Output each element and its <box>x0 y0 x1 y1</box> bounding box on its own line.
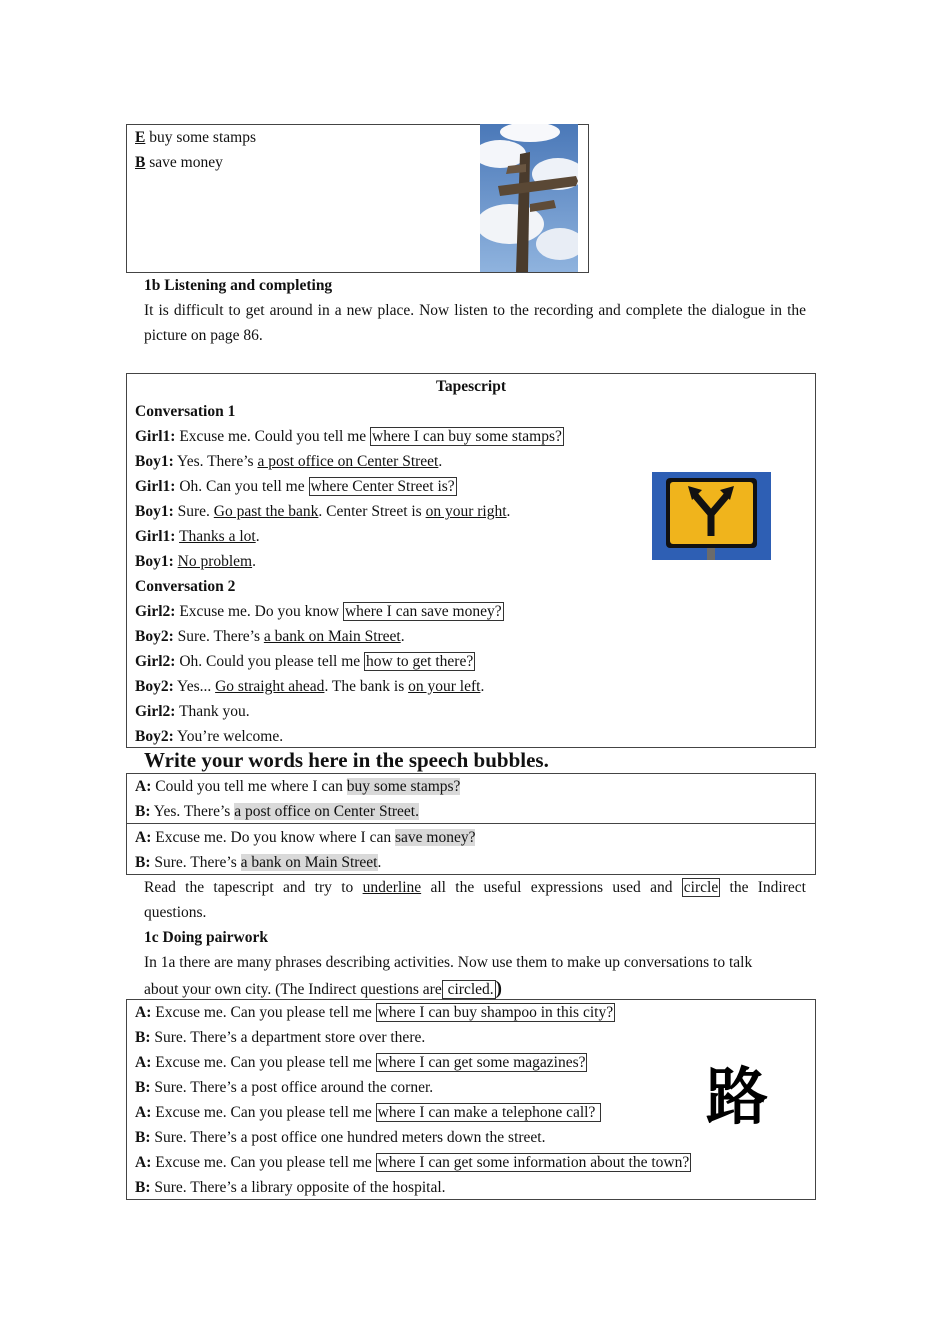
pairwork-line: B: Sure. There’s a department store over there. <box>135 1029 426 1046</box>
section-1c-text: In 1a there are many phrases describing activities. Now use them to make up conversations to talk <box>144 954 753 971</box>
section-1b-text: It is difficult to get around in a new place. Now listen to the recording and complete the dialogue in the picture on page 86. <box>144 302 806 344</box>
dialogue-line: Boy2: Sure. There’s a bank on Main Street. <box>135 628 405 645</box>
dialogue-line: Girl2: Thank you. <box>135 703 250 720</box>
pairwork-line: B: Sure. There’s a post office one hundred meters down the street. <box>135 1129 546 1146</box>
section-1c-text: about your own city. (The Indirect questions are circled. ) <box>144 978 502 999</box>
pairwork-line: A: Excuse me. Can you please tell me where I can get some information about the town? <box>135 1154 690 1171</box>
section-1b-title: 1b Listening and completing <box>144 277 333 294</box>
answer-item: B save money <box>135 154 223 171</box>
speech-bubbles-title: Write your words here in the speech bubbles. <box>144 748 549 772</box>
dialogue-line: Boy2: You’re welcome. <box>135 728 284 745</box>
conversation-1-title: Conversation 1 <box>135 403 236 420</box>
pairwork-line: A: Excuse me. Can you please tell me where I can make a telephone call? <box>135 1104 600 1121</box>
pairwork-line: A: Excuse me. Can you please tell me where I can buy shampoo in this city? <box>135 1004 614 1021</box>
divider <box>126 823 816 824</box>
tapescript-title: Tapescript <box>435 378 507 395</box>
bubble-line: B: Yes. There’s a post office on Center Street. <box>135 803 419 820</box>
dialogue-line: Girl2: Oh. Could you please tell me how to get there? <box>135 653 474 670</box>
pairwork-line: A: Excuse me. Can you please tell me where I can get some magazines? <box>135 1054 586 1071</box>
pairwork-line: B: Sure. There’s a library opposite of the hospital. <box>135 1179 446 1196</box>
dialogue-line: Girl1: Thanks a lot. <box>135 528 260 545</box>
bubble-line: B: Sure. There’s a bank on Main Street. <box>135 854 382 871</box>
answer-item: E buy some stamps <box>135 129 256 146</box>
bubble-line: A: Could you tell me where I can buy some stamps? <box>135 778 461 795</box>
dialogue-line: Boy1: No problem. <box>135 553 256 570</box>
signpost-photo <box>480 124 578 272</box>
read-instruction: Read the tapescript and try to underline all the useful expressions used and circle the Indirect <box>144 879 806 896</box>
bubble-line: A: Excuse me. Do you know where I can save money? <box>135 829 476 846</box>
conversation-2-title: Conversation 2 <box>135 578 236 595</box>
dialogue-line: Girl1: Oh. Can you tell me where Center Street is? <box>135 478 455 495</box>
dialogue-line: Girl1: Excuse me. Could you tell me where I can buy some stamps? <box>135 428 562 445</box>
dialogue-line: Boy2: Yes... Go straight ahead. The bank is on your left. <box>135 678 485 695</box>
fork-road-sign-image <box>652 472 771 560</box>
road-character-image: 路 <box>706 1060 769 1133</box>
pairwork-line: B: Sure. There’s a post office around the corner. <box>135 1079 434 1096</box>
dialogue-line: Boy1: Sure. Go past the bank. Center Street is on your right. <box>135 503 511 520</box>
dialogue-line: Girl2: Excuse me. Do you know where I can save money? <box>135 603 502 620</box>
read-instruction-cont: questions. <box>144 904 207 921</box>
dialogue-line: Boy1: Yes. There’s a post office on Center Street. <box>135 453 443 470</box>
section-1c-title: 1c Doing pairwork <box>144 929 268 946</box>
